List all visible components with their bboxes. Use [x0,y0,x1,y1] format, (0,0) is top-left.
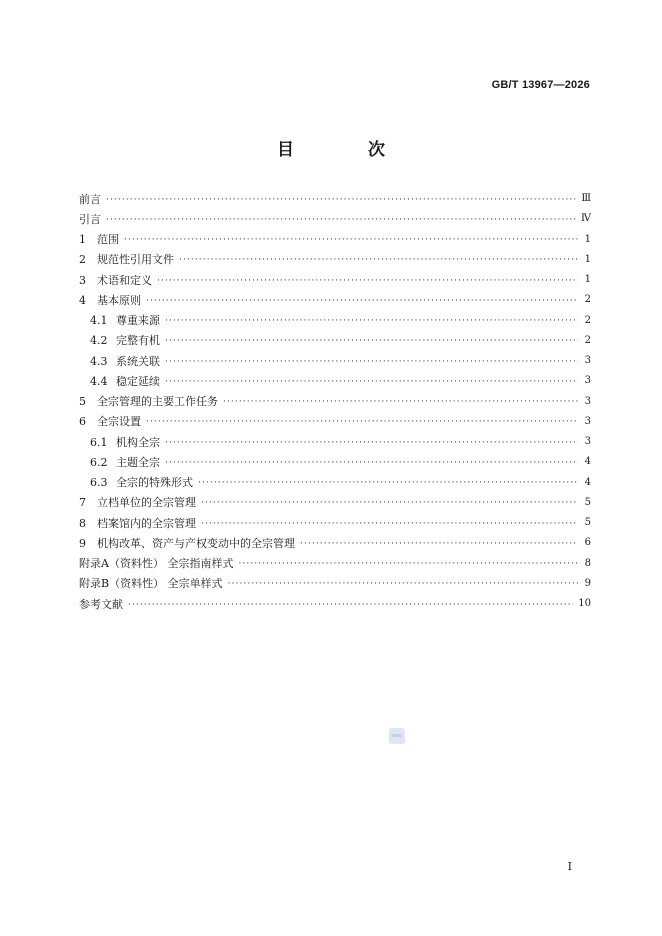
toc-entry[interactable] [79,392,591,412]
toc-entry-label: 全宗的特殊形式 [116,476,193,490]
toc-entry-page: 3 [584,415,591,427]
toc-dot-leader [238,560,578,569]
toc-entry-label: 立档单位的全宗管理 [97,496,196,510]
toc-entry-page: 2 [584,294,591,306]
toc-entry-number: 4.1 [90,314,108,328]
toc-dot-leader [165,439,578,448]
toc-entry[interactable] [79,594,591,614]
toc-entry-number: 1 [79,233,86,247]
toc-entry-page: 5 [584,517,591,529]
toc-entry[interactable] [79,432,591,452]
toc-entry-page: 9 [584,577,591,589]
toc-entry-number: 8 [79,516,86,530]
toc-dot-leader [165,378,578,387]
toc-title: 目 次 [277,140,419,160]
toc-entry[interactable] [79,311,591,331]
toc-entry-page: 3 [584,355,591,367]
toc-entry-label: 稳定延续 [116,374,160,388]
toc-entry-page: 3 [584,436,591,448]
toc-entry-label: 规范性引用文件 [97,253,174,267]
toc-entry[interactable] [79,189,591,209]
toc-entry-number: 4.3 [90,354,108,368]
toc-entry-label: 前言 [79,192,101,206]
toc-entry[interactable] [79,331,591,351]
toc-entry-number: 6 [79,415,86,429]
toc-entry-number: 7 [79,496,86,510]
toc-entry-label: 术语和定义 [97,273,152,287]
toc-entry-page: 1 [584,233,591,245]
toc-dot-leader [198,479,578,488]
toc-entry[interactable] [79,513,591,533]
standard-code: GB/T 13967—2026 [491,79,590,91]
toc-entry-number: 4 [79,293,86,307]
toc-dot-leader [106,196,576,205]
toc-entry[interactable] [79,412,591,432]
toc-entry-page: 4 [584,476,591,488]
toc-entry-page: 2 [584,314,591,326]
toc-dot-leader [201,520,578,529]
toc-dot-leader [223,398,578,407]
toc-entry[interactable] [79,473,591,493]
toc-entry-page: 5 [584,496,591,508]
toc-dot-leader [165,459,578,468]
toc-entry-page: 4 [584,456,591,468]
toc-entry[interactable] [79,230,591,250]
toc-dot-leader [201,499,578,508]
toc-dot-leader [300,540,578,549]
toc-entry-number: 5 [79,395,86,409]
toc-dot-leader [106,216,576,225]
toc-entry-number: 4.2 [90,334,108,348]
table-of-contents [79,189,591,614]
toc-entry-label: 主题全宗 [116,455,160,469]
page-number: Ⅰ [567,860,572,873]
toc-entry[interactable] [79,493,591,513]
toc-entry-label: 机构改革、资产与产权变动中的全宗管理 [97,536,295,550]
toc-entry-label: 系统关联 [116,354,160,368]
toc-dot-leader [124,236,578,245]
toc-entry-page: 10 [578,598,591,610]
toc-entry-page: 3 [584,375,591,387]
toc-dot-leader [165,317,578,326]
toc-dot-leader [165,337,578,346]
toc-entry[interactable] [79,209,591,229]
toc-entry-number: 4.4 [90,374,108,388]
toc-entry-number: 2 [79,253,86,267]
toc-entry-label: 附录A（资料性） 全宗指南样式 [79,557,234,571]
toc-entry-number: 6.3 [90,476,108,490]
toc-entry-page: 1 [584,274,591,286]
toc-entry[interactable] [79,452,591,472]
toc-entry-page: Ⅲ [581,193,591,205]
toc-entry-page: 2 [584,334,591,346]
toc-entry-page: 8 [584,557,591,569]
toc-entry-label: 全宗管理的主要工作任务 [97,395,218,409]
toc-entry-label: 完整有机 [116,334,160,348]
toc-entry-label: 附录B（资料性） 全宗单样式 [79,577,223,591]
toc-entry-label: 机构全宗 [116,435,160,449]
toc-entry[interactable] [79,351,591,371]
toc-entry-label: 范围 [97,233,119,247]
toc-entry-number: 6.1 [90,435,108,449]
toc-dot-leader [165,358,578,367]
toc-entry-number: 6.2 [90,455,108,469]
toc-entry[interactable] [79,533,591,553]
toc-entry[interactable] [79,574,591,594]
toc-dot-leader [179,256,578,265]
toc-dot-leader [128,601,573,610]
toc-entry-label: 全宗设置 [97,415,141,429]
toc-entry[interactable] [79,371,591,391]
toc-entry-page: Ⅳ [581,213,591,225]
toc-entry-label: 参考文献 [79,597,123,611]
toc-dot-leader [146,297,578,306]
toc-dot-leader [146,418,578,427]
toc-entry[interactable] [79,290,591,310]
toc-dot-leader [157,277,578,286]
toc-entry-label: 档案馆内的全宗管理 [97,516,196,530]
toc-entry-label: 尊重来源 [116,314,160,328]
toc-entry-page: 6 [584,537,591,549]
toc-entry-page: 1 [584,253,591,265]
toc-entry[interactable] [79,270,591,290]
toc-dot-leader [228,580,578,589]
toc-entry[interactable] [79,250,591,270]
toc-entry-label: 基本原则 [97,293,141,307]
toc-entry-page: 3 [584,395,591,407]
toc-entry-number: 9 [79,536,86,550]
watermark-logo-icon [389,728,405,744]
toc-entry[interactable] [79,554,591,574]
toc-entry-label: 引言 [79,212,101,226]
toc-entry-number: 3 [79,273,86,287]
